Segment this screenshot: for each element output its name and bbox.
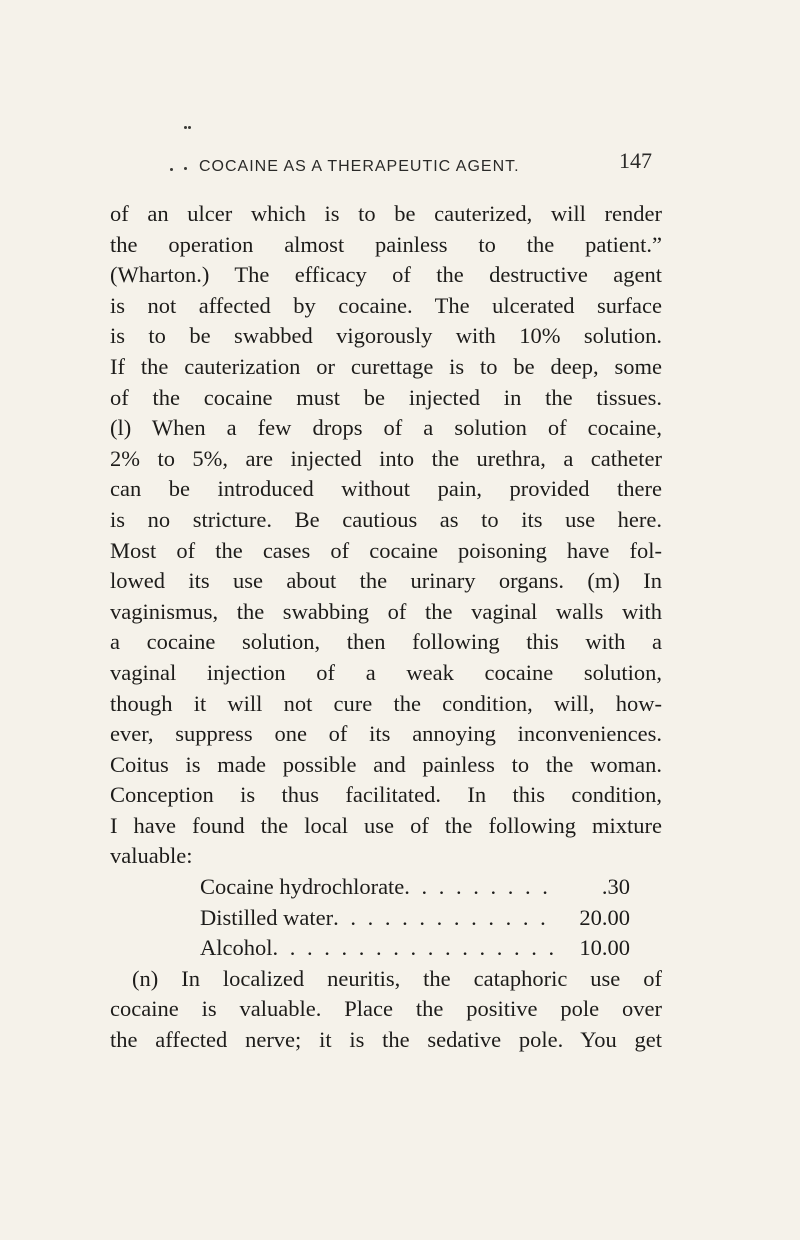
text-line: (l) When a few drops of a solution of cocaine, xyxy=(110,415,662,441)
paragraph xyxy=(110,199,662,872)
ingredient-name: Alcohol xyxy=(200,935,273,961)
print-speck xyxy=(188,126,191,129)
text-line: ever, suppress one of its annoying inconveniences. xyxy=(110,721,662,747)
text-line: the affected nerve; it is the sedative pole. You get xyxy=(110,1027,662,1053)
text-line: the operation almost painless to the patient.” xyxy=(110,231,662,257)
print-speck xyxy=(184,167,187,170)
text-line: If the cauterization or curettage is to be deep, some xyxy=(110,353,662,379)
text-line: is not affected by cocaine. The ulcerated surface xyxy=(110,292,662,318)
text-line: lowed its use about the urinary organs. (m) In xyxy=(110,568,662,594)
text-line: (n) In localized neuritis, the cataphoric use of xyxy=(132,965,662,991)
text-line: Coitus is made possible and painless to the woman. xyxy=(110,751,662,777)
recipe-row xyxy=(200,933,630,964)
ingredient-quantity: 10.00 xyxy=(579,935,630,961)
text-line: can be introduced without pain, provided there xyxy=(110,476,662,502)
text-line: of the cocaine must be injected in the tissues. xyxy=(110,384,662,410)
print-speck xyxy=(184,126,187,129)
text-line: 2% to 5%, are injected into the urethra, a catheter xyxy=(110,445,662,471)
text-line: I have found the local use of the following mixture xyxy=(110,812,662,838)
recipe-row xyxy=(200,872,630,903)
text-line: a cocaine solution, then following this with a xyxy=(110,629,662,655)
text-line: vaginismus, the swabbing of the vaginal walls with xyxy=(110,598,662,624)
text-line: is to be swabbed vigorously with 10% solution. xyxy=(110,323,662,349)
text-line: cocaine is valuable. Place the positive pole over xyxy=(110,996,662,1022)
ingredient-quantity: 20.00 xyxy=(579,904,630,930)
page-number: 147 xyxy=(619,148,652,173)
ingredient-name: Cocaine hydrochlorate xyxy=(200,874,405,900)
text-line: though it will not cure the condition, will, how- xyxy=(110,690,662,716)
text-line: Conception is thus facilitated. In this condition, xyxy=(110,782,662,808)
text-line: vaginal injection of a weak cocaine solution, xyxy=(110,659,662,685)
dot-leader xyxy=(404,872,556,903)
text-line: Most of the cases of cocaine poisoning have fol- xyxy=(110,537,662,563)
paragraph xyxy=(110,964,662,1056)
dot-leader xyxy=(273,933,557,964)
text-line: valuable: xyxy=(110,843,193,869)
text-line: is no stricture. Be cautious as to its use here. xyxy=(110,506,662,532)
recipe-table xyxy=(200,872,630,964)
running-head: COCAINE AS A THERAPEUTIC AGENT. xyxy=(199,158,520,175)
print-speck xyxy=(170,168,173,171)
text-line: (Wharton.) The efficacy of the destructive agent xyxy=(110,262,662,288)
dot-leader xyxy=(333,903,556,934)
text-line: of an ulcer which is to be cauterized, will render xyxy=(110,201,662,226)
ingredient-name: Distilled water xyxy=(200,904,334,930)
body-text xyxy=(110,199,662,1056)
ingredient-quantity: .30 xyxy=(601,874,630,900)
recipe-row xyxy=(200,903,630,934)
